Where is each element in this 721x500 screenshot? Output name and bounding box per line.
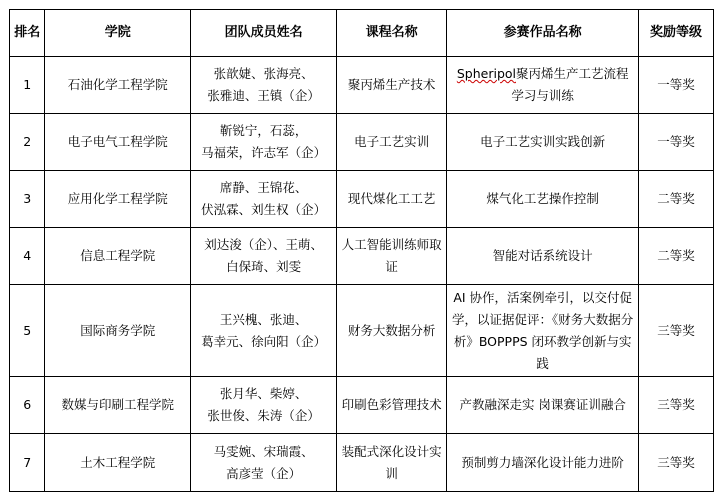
cell-course: 印刷色彩管理技术 [337, 377, 447, 434]
table-row [10, 377, 714, 434]
cell-work: 智能对话系统设计 [447, 228, 639, 285]
cell-rank: 5 [10, 285, 45, 377]
table-row [10, 171, 714, 228]
cell-team [191, 228, 337, 285]
work-text: 聚丙烯生产工艺流程学习与训练 [511, 66, 629, 103]
team-line: 刘达浚（企）、王萌、 [204, 237, 323, 252]
cell-award: 三等奖 [638, 377, 713, 434]
team-line: 张雅迪、王镇（企） [207, 88, 320, 103]
cell-award: 三等奖 [638, 434, 713, 492]
cell-course: 财务大数据分析 [337, 285, 447, 377]
cell-course: 聚丙烯生产技术 [337, 57, 447, 114]
table-row [10, 285, 714, 377]
table-row [10, 434, 714, 492]
cell-rank: 6 [10, 377, 45, 434]
cell-work: 电子工艺实训实践创新 [447, 114, 639, 171]
header-team: 团队成员姓名 [191, 10, 337, 57]
work-term: Spheripol [456, 66, 516, 81]
cell-award: 一等奖 [638, 114, 713, 171]
cell-college: 信息工程学院 [45, 228, 191, 285]
cell-work: 预制剪力墙深化设计能力进阶 [447, 434, 639, 492]
cell-team [191, 377, 337, 434]
cell-college: 国际商务学院 [45, 285, 191, 377]
cell-award: 二等奖 [638, 171, 713, 228]
cell-award: 一等奖 [638, 57, 713, 114]
header-college: 学院 [45, 10, 191, 57]
team-line: 伏泓霖、刘生权（企） [201, 202, 327, 217]
team-line: 马福荣，许志军（企） [201, 145, 327, 160]
table-row [10, 114, 714, 171]
team-line: 张月华、柴婷、 [219, 386, 308, 401]
team-line: 马雯婉、宋瑞霞、 [213, 443, 314, 459]
awards-table [9, 9, 714, 492]
cell-rank: 3 [10, 171, 45, 228]
cell-course: 装配式深化设计实训 [337, 434, 447, 492]
cell-work: 煤气化工艺操作控制 [447, 171, 639, 228]
cell-college: 石油化学工程学院 [45, 57, 191, 114]
cell-college: 数媒与印刷工程学院 [45, 377, 191, 434]
cell-college: 应用化学工程学院 [45, 171, 191, 228]
header-award: 奖励等级 [638, 10, 713, 57]
cell-work: AI 协作，活案例牵引，以交付促学，以证据促评：《财务大数据分析》BOPPPS 闭环教学创新与实践 [447, 285, 639, 377]
cell-rank: 2 [10, 114, 45, 171]
team-line: 白保琦、刘雯 [226, 259, 302, 274]
team-line: 高彦莹（企） [226, 465, 302, 481]
team-line: 王兴槐、张迪、 [219, 311, 308, 327]
header-rank: 排名 [10, 10, 45, 57]
cell-rank: 1 [10, 57, 45, 114]
cell-rank: 7 [10, 434, 45, 492]
header-row [10, 10, 714, 57]
header-work: 参赛作品名称 [447, 10, 639, 57]
table-row [10, 57, 714, 114]
table-row [10, 228, 714, 285]
team-line: 张世俊、朱涛（企） [207, 408, 320, 423]
cell-work: 产教融深走实 岗课赛证训融合 [447, 377, 639, 434]
cell-course: 电子工艺实训 [337, 114, 447, 171]
cell-college: 电子电气工程学院 [45, 114, 191, 171]
cell-team [191, 57, 337, 114]
cell-course: 现代煤化工工艺 [337, 171, 447, 228]
team-line: 靳锐宁，石蕊， [219, 123, 308, 138]
cell-award: 三等奖 [638, 285, 713, 377]
team-line: 葛幸元、徐向阳（企） [201, 333, 327, 349]
team-line: 席静、王锦花、 [219, 180, 308, 195]
cell-team [191, 114, 337, 171]
cell-work [447, 57, 639, 114]
cell-award: 二等奖 [638, 228, 713, 285]
cell-college: 土木工程学院 [45, 434, 191, 492]
team-line: 张歆婕、张海亮、 [213, 66, 314, 81]
cell-course: 人工智能训练师取证 [337, 228, 447, 285]
cell-team [191, 171, 337, 228]
header-course: 课程名称 [337, 10, 447, 57]
cell-rank: 4 [10, 228, 45, 285]
cell-team [191, 434, 337, 492]
cell-team [191, 285, 337, 377]
